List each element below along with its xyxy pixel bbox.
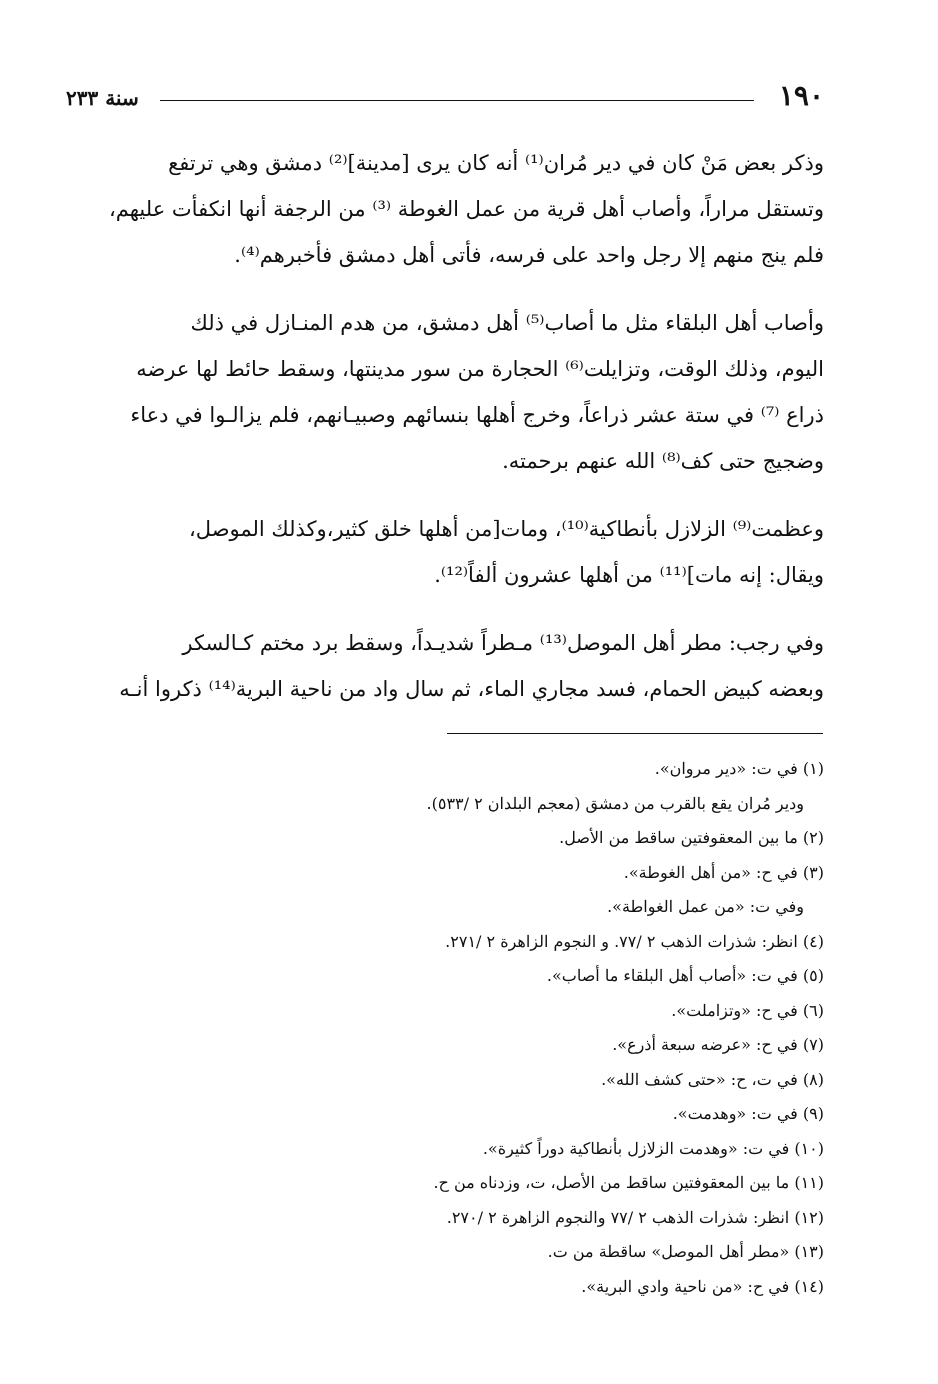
paragraph <box>80 140 824 278</box>
text-line: وفي رجب: مطر أهل الموصل⁽¹³⁾ مـطراً شديـداً، وسقط برد مختم كـالسكر <box>182 631 824 655</box>
text-line: وعظمت⁽⁹⁾ الزلازل بأنطاكية⁽¹⁰⁾، ومات[من أهلها خلق كثير،وكذلك الموصل، <box>189 517 824 541</box>
text-line: فلم ينج منهم إلا رجل واحد على فرسه، فأتى أهل دمشق فأخبرهم⁽⁴⁾. <box>234 243 824 267</box>
footnote: (١) في ت: «دير مروان». <box>654 759 824 778</box>
main-text <box>80 140 824 734</box>
footnote: (٨) في ت، ح: «حتى كشف الله». <box>601 1069 824 1089</box>
footnote: (١١) ما بين المعقوفتين ساقط من الأصل، ت، وزدناه من ح. <box>433 1173 824 1192</box>
text-line: ويقال: إنه مات]⁽¹¹⁾ من أهلها عشرون ألفاً⁽¹²⁾. <box>434 563 824 587</box>
footnote: (٣) في ح: «من أهل الغوطة». <box>623 862 824 882</box>
footnote: (١٤) في ح: «من ناحية وادي البرية». <box>581 1276 824 1296</box>
text-line: وضجيج حتى كف⁽⁸⁾ الله عنهم برحمته. <box>502 449 824 473</box>
text-line: ذراع ⁽⁷⁾ في ستة عشر ذراعاً، وخرج أهلها بنسائهم وصبيـانهم، فلم يزالـوا في دعاء <box>130 403 824 427</box>
footnote: (٤) انظر: شذرات الذهب ٢ /٧٧. و النجوم الزاهرة ٢ /٢٧١. <box>445 931 824 951</box>
page-number: ١٩٠ <box>778 79 824 112</box>
footnote-continuation: وفي ت: «من عمل الغواطة». <box>607 897 804 916</box>
footnote: (١٢) انظر: شذرات الذهب ٢ /٧٧ والنجوم الزاهرة ٢ /٢٧٠. <box>446 1207 824 1227</box>
text-line: وبعضه كبيض الحمام، فسد مجاري الماء، ثم سال واد من ناحية البرية⁽¹⁴⁾ ذكروا أنـه <box>119 677 824 701</box>
footnote: (٩) في ت: «وهدمت». <box>672 1104 824 1123</box>
page-header <box>66 78 824 118</box>
footnote: (١٠) في ت: «وهدمت الزلازل بأنطاكية دوراً كثيرة». <box>482 1138 824 1158</box>
footnote-separator <box>447 733 823 734</box>
footnotes <box>80 752 824 1304</box>
paragraph <box>80 300 824 484</box>
text-line: وتستقل مراراً، وأصاب أهل قرية من عمل الغوطة ⁽³⁾ من الرجفة أنها انكفأت عليهم، <box>108 197 824 221</box>
paragraph <box>80 506 824 598</box>
running-title: سنة ٢٣٣ <box>66 86 139 110</box>
text-line: وذكر بعض مَنْ كان في دير مُران⁽¹⁾ أنه كان يرى [مدينة]⁽²⁾ دمشق وهي ترتفع <box>168 151 824 175</box>
paragraph <box>80 620 824 712</box>
footnote: (٧) في ح: «عرضه سبعة أذرع». <box>612 1035 824 1054</box>
footnote: (١٣) «مطر أهل الموصل» ساقطة من ت. <box>547 1242 824 1261</box>
footnote: (٥) في ت: «أصاب أهل البلقاء ما أصاب». <box>546 966 824 985</box>
footnote-continuation: ودير مُران يقع بالقرب من دمشق (معجم البلدان ٢ /٥٣٣). <box>426 793 804 813</box>
text-line: وأصاب أهل البلقاء مثل ما أصاب⁽⁵⁾ أهل دمشق، من هدم المنـازل في ذلك <box>190 311 824 335</box>
footnote: (٦) في ح: «وتزاملت». <box>671 1000 824 1020</box>
text-line: اليوم، وذلك الوقت، وتزايلت⁽⁶⁾ الحجارة من سور مدينتها، وسقط حائط لها عرضه <box>136 357 824 381</box>
footnote: (٢) ما بين المعقوفتين ساقط من الأصل. <box>559 828 824 847</box>
header-rule <box>160 100 754 101</box>
